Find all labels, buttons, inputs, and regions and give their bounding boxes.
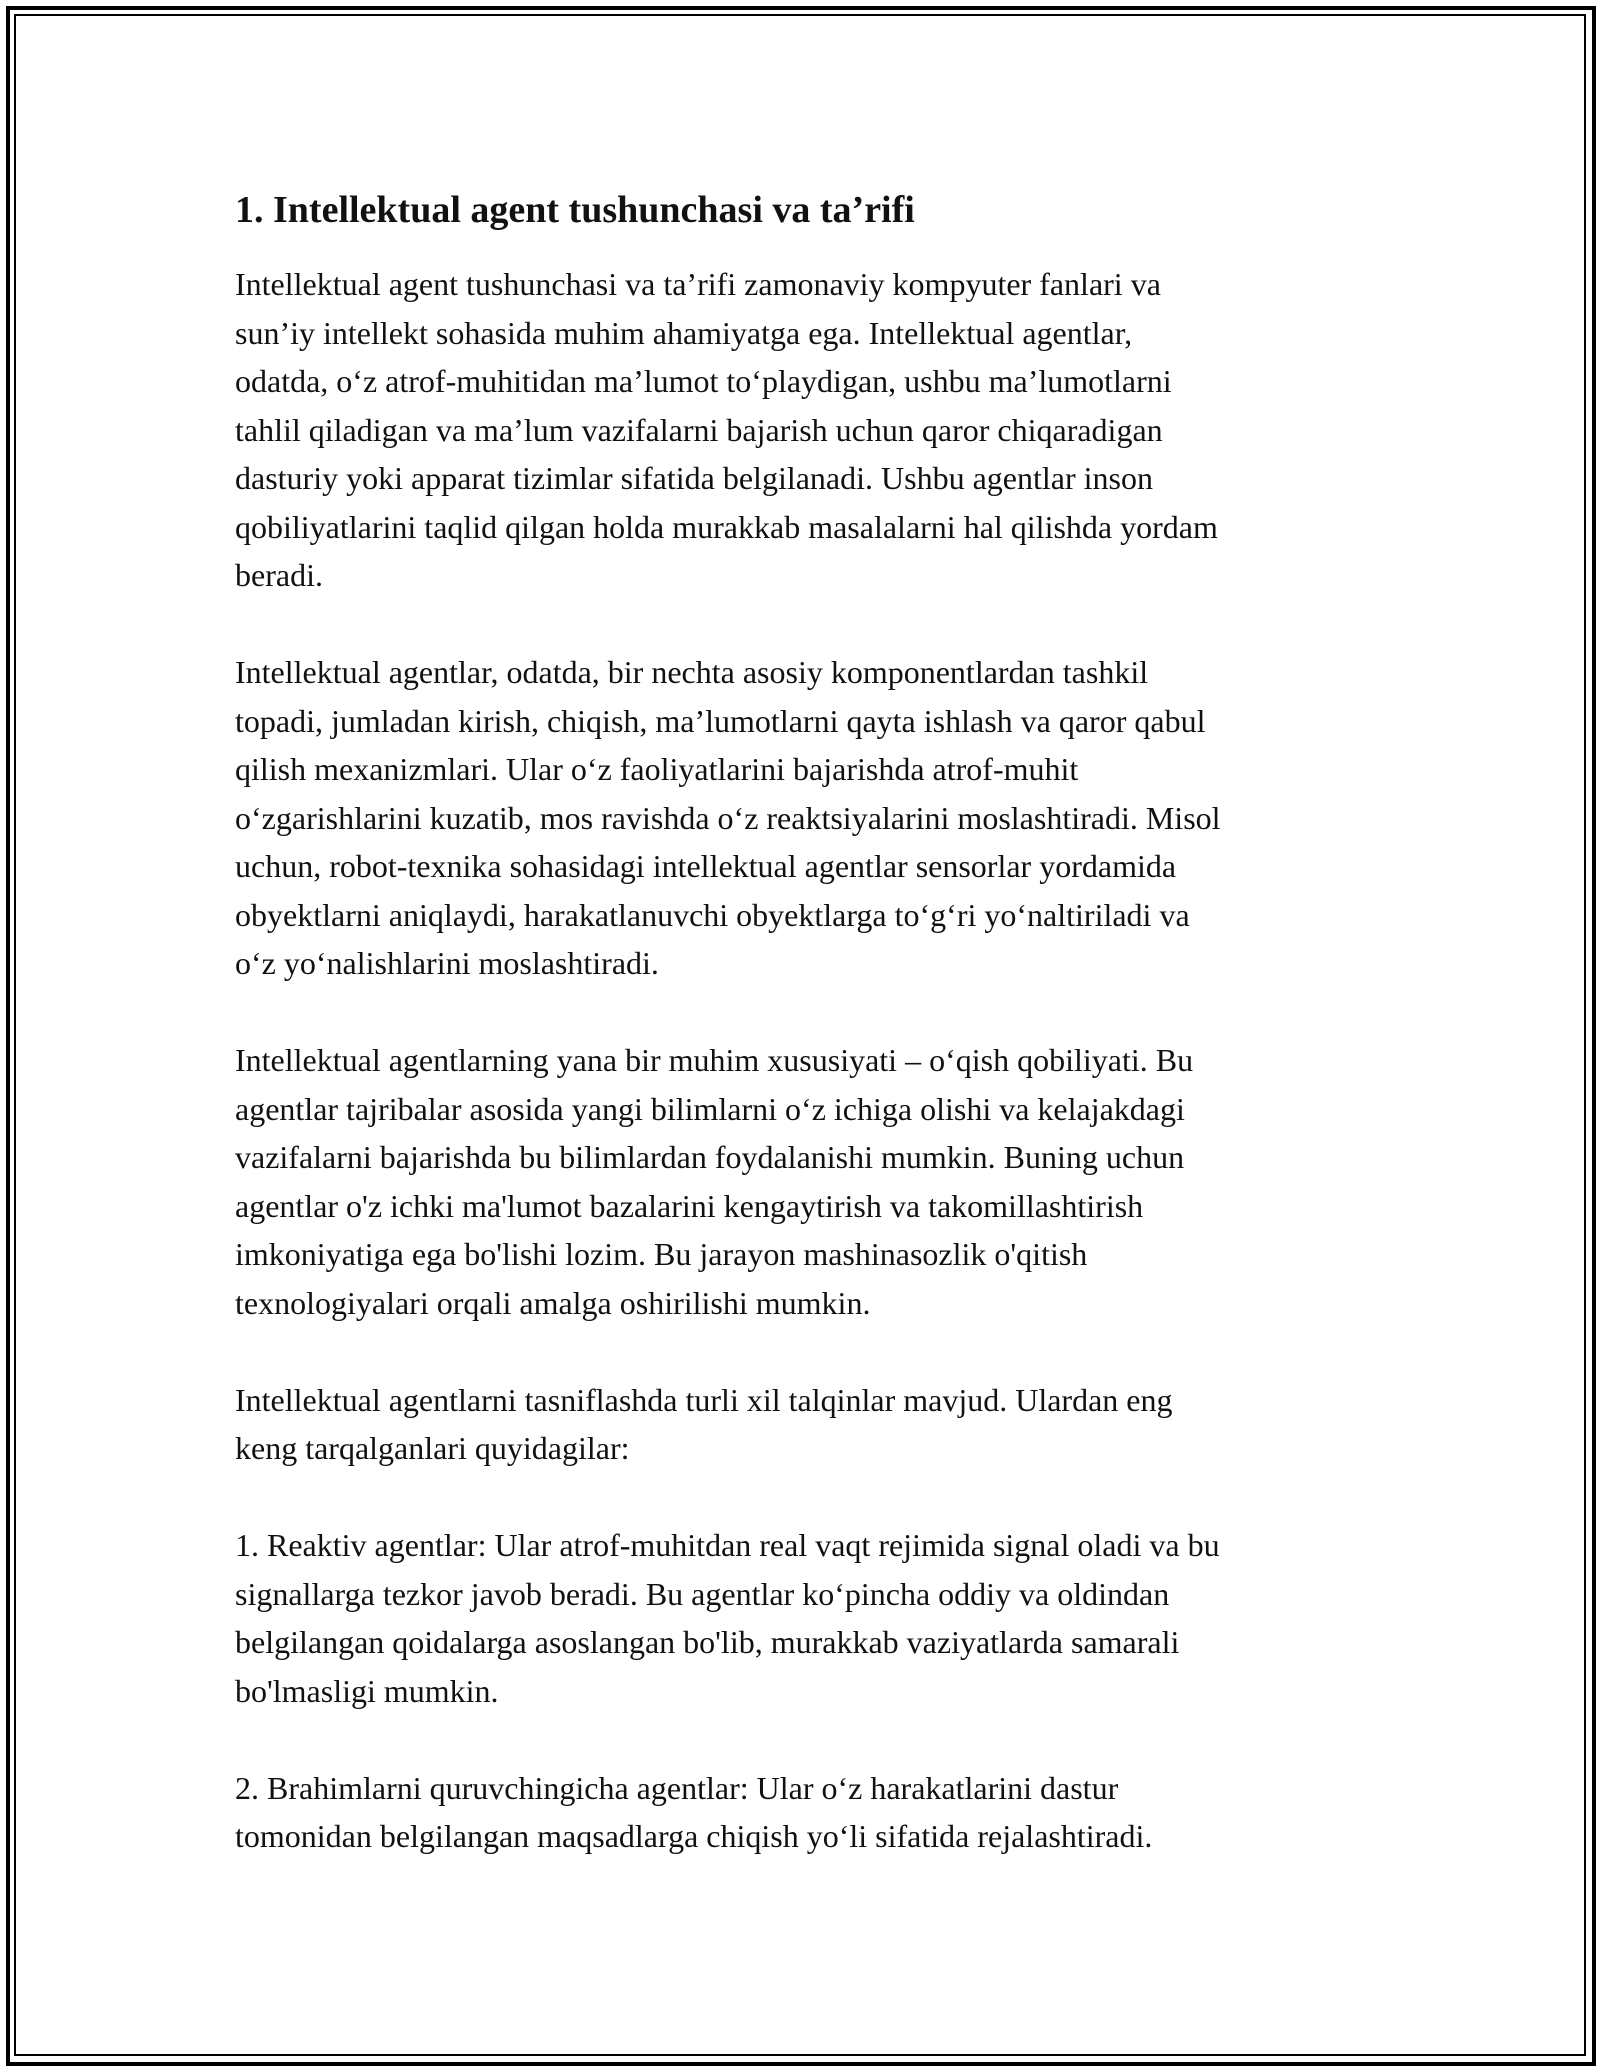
document-body — [235, 186, 1395, 1909]
body-paragraph — [235, 648, 1395, 988]
paragraph-line: sun’iy intellekt sohasida muhim ahamiyatga ega. Intellektual agentlar, — [235, 314, 1133, 351]
paragraph-line: qilish mexanizmlari. Ular o‘z faoliyatlarini bajarishda atrof-muhit — [235, 751, 1079, 787]
paragraph-line: belgilangan qoidalarga asoslangan bo'lib, murakkab vaziyatlarda samarali — [235, 1624, 1180, 1660]
paragraph-line: tomonidan belgilangan maqsadlarga chiqish yo‘li sifatida rejalashtiradi. — [235, 1818, 1153, 1854]
body-paragraph — [235, 1376, 1395, 1473]
section-heading: 1. Intellektual agent tushunchasi va ta’rifi — [235, 189, 915, 231]
paragraph-line: bo'lmasligi mumkin. — [235, 1672, 499, 1709]
body-paragraph — [235, 1521, 1395, 1715]
paragraph-line: uchun, robot-texnika sohasidagi intellektual agentlar sensorlar yordamida — [235, 848, 1177, 884]
body-paragraph — [235, 1036, 1395, 1327]
paragraph-line: agentlar o'z ichki ma'lumot bazalarini kengaytirish va takomillashtirish — [235, 1187, 1144, 1224]
paragraph-line: agentlar tajribalar asosida yangi bilimlarni o‘z ichiga olishi va kelajakdagi — [235, 1090, 1185, 1127]
paragraph-line: tahlil qiladigan va ma’lum vazifalarni bajarish uchun qaror chiqaradigan — [235, 411, 1163, 448]
paragraph-line: Intellektual agent tushunchasi va ta’rifi zamonaviy kompyuter fanlari va — [235, 266, 1161, 302]
paragraph-line: 1. Reaktiv agentlar: Ular atrof-muhitdan real vaqt rejimida signal oladi va bu — [235, 1527, 1220, 1563]
body-paragraph — [235, 260, 1395, 600]
paragraph-line: o‘zgarishlarini kuzatib, mos ravishda o‘z reaktsiyalarini moslashtiradi. Misol — [235, 799, 1221, 836]
paragraph-line: Intellektual agentlar, odatda, bir nechta asosiy komponentlardan tashkil — [235, 654, 1149, 690]
paragraph-line: texnologiyalari orqali amalga oshirilishi mumkin. — [235, 1284, 871, 1321]
paragraph-line: vazifalarni bajarishda bu bilimlardan foydalanishi mumkin. Buning uchun — [235, 1139, 1185, 1175]
paragraph-line: signallarga tezkor javob beradi. Bu agentlar ko‘pincha oddiy va oldindan — [235, 1575, 1170, 1612]
paragraph-line: Intellektual agentlarning yana bir muhim xususiyati – o‘qish qobiliyati. Bu — [235, 1042, 1194, 1078]
paragraph-line: beradi. — [235, 557, 323, 593]
paragraph-line: obyektlarni aniqlaydi, harakatlanuvchi obyektlarga to‘g‘ri yo‘naltiriladi va — [235, 896, 1190, 933]
paragraph-list — [235, 260, 1395, 1861]
paragraph-line: keng tarqalganlari quyidagilar: — [235, 1430, 630, 1466]
paragraph-line: dasturiy yoki apparat tizimlar sifatida belgilanadi. Ushbu agentlar inson — [235, 460, 1153, 496]
body-paragraph — [235, 1764, 1395, 1861]
paragraph-line: Intellektual agentlarni tasniflashda turli xil talqinlar mavjud. Ulardan eng — [235, 1381, 1173, 1418]
paragraph-line: 2. Brahimlarni quruvchingicha agentlar: Ular o‘z harakatlarini dastur — [235, 1769, 1119, 1806]
paragraph-line: odatda, o‘z atrof-muhitidan ma’lumot to‘playdigan, ushbu ma’lumotlarni — [235, 363, 1172, 399]
paragraph-line: imkoniyatiga ega bo'lishi lozim. Bu jarayon mashinasozlik o'qitish — [235, 1236, 1088, 1272]
paragraph-line: topadi, jumladan kirish, chiqish, ma’lumotlarni qayta ishlash va qaror qabul — [235, 702, 1206, 739]
paragraph-line: o‘z yo‘nalishlarini moslashtiradi. — [235, 945, 659, 981]
paragraph-line: qobiliyatlarini taqlid qilgan holda murakkab masalalarni hal qilishda yordam — [235, 508, 1218, 545]
